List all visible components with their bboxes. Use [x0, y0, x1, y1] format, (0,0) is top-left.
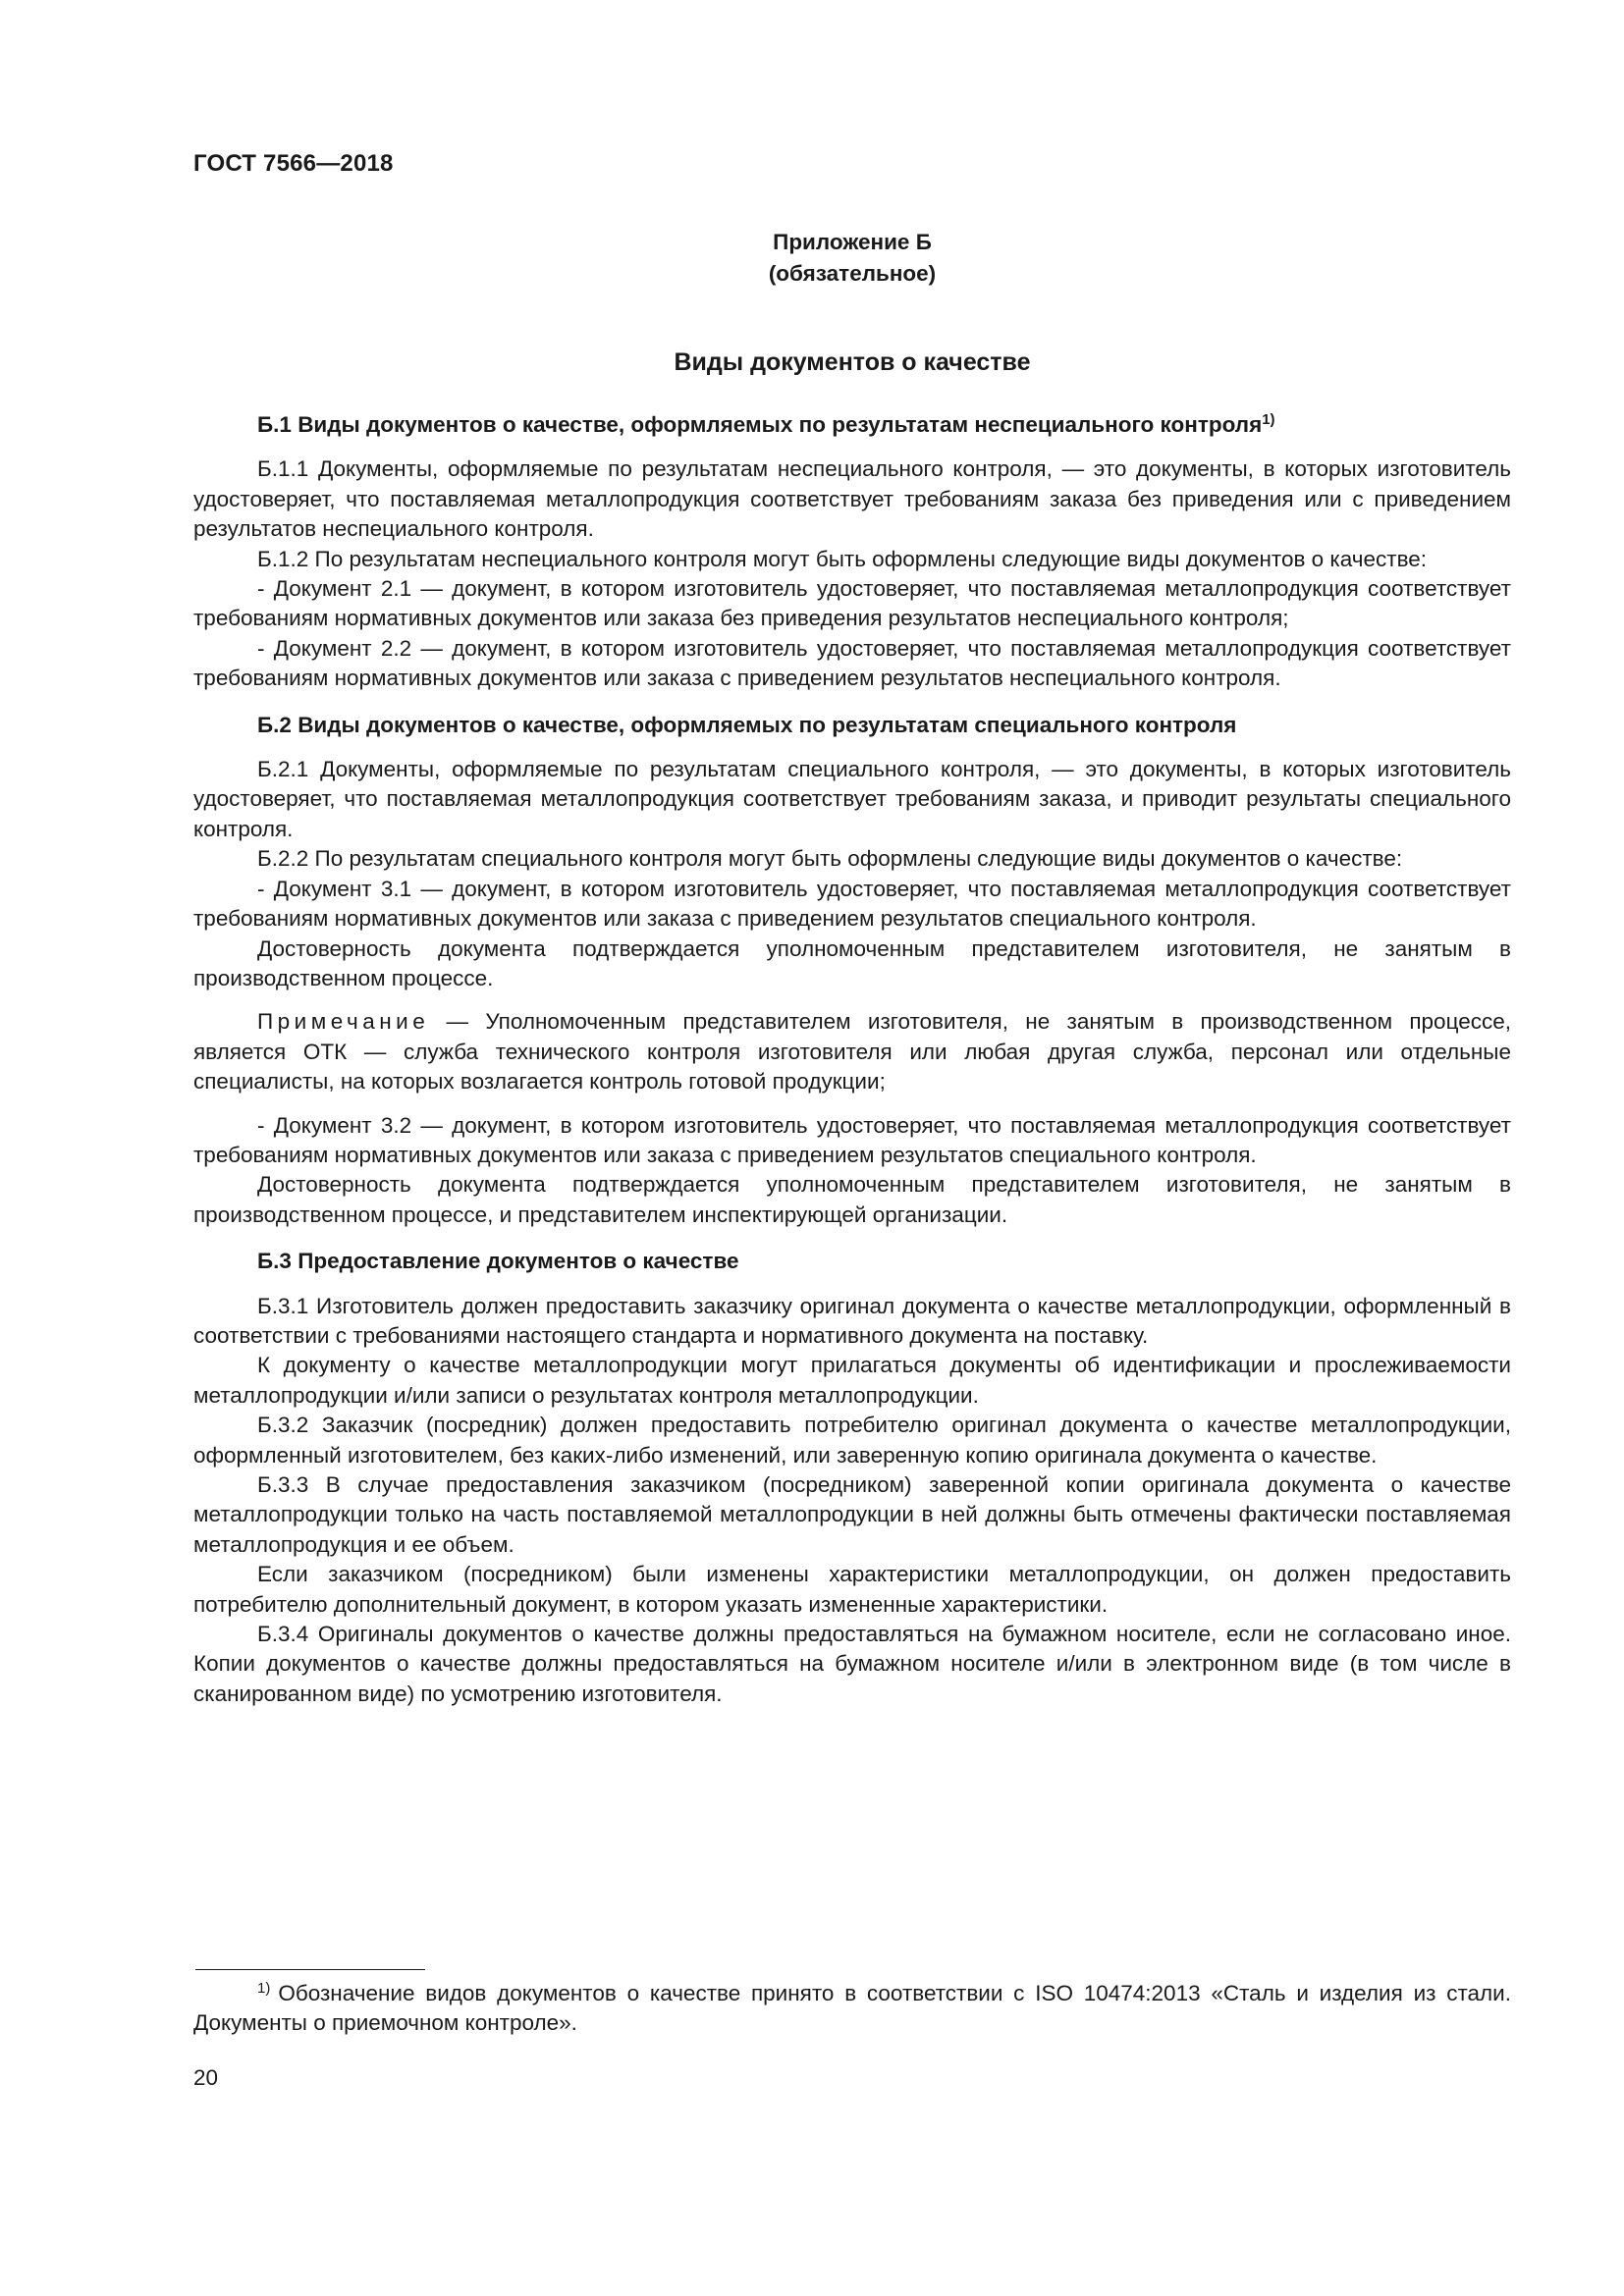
document-body — [193, 410, 1511, 1709]
section-heading-b2: Б.2 Виды документов о качестве, оформляемых по результатам специального контроля — [257, 712, 1237, 737]
paragraph: К документу о качестве металлопродукции могут прилагаться документы об идентификации и прослеживаемости металлопродукции и/или записи о результатах контроля металлопродукции. — [193, 1353, 1511, 1408]
annex-label: Приложение Б — [773, 230, 932, 254]
annex-block — [193, 227, 1511, 290]
footnote-divider — [195, 1969, 425, 1970]
paragraph: Б.2.1 Документы, оформляемые по результатам специального контроля, — это документы, в которых изготовитель удостоверяет, что поставляемая металлопродукция соответствует требованиям заказа, и приводит результаты специального контроля. — [193, 757, 1511, 841]
paragraph: Б.2.2 По результатам специального контроля могут быть оформлены следующие виды документов о качестве: — [257, 846, 1403, 872]
annex-status: (обязательное) — [768, 261, 937, 286]
page-number: 20 — [193, 2065, 219, 2090]
note-label: Примечание — [257, 1009, 430, 1035]
document-header: ГОСТ 7566—2018 — [193, 150, 394, 177]
list-item: - Документ 2.1 — документ, в котором изготовитель удостоверяет, что поставляемая металлопродукция соответствует требованиям нормативных документов или заказа без приведения результатов неспециального контроля; — [193, 576, 1511, 631]
list-item: - Документ 3.2 — документ, в котором изготовитель удостоверяет, что поставляемая металлопродукция соответствует требованиям нормативных документов или заказа с приведением результатов специального контроля. — [193, 1112, 1511, 1167]
footnote-marker: 1) — [257, 1980, 271, 1997]
paragraph: Б.3.4 Оригиналы документов о качестве должны предоставляться на бумажном носителе, если не согласовано иное. Копии документов о качестве должны предоставляться на бумажном носителе и/или в электронном виде (в том числе в сканированном виде) по усмотрению изготовителя. — [193, 1622, 1511, 1706]
paragraph: Достоверность документа подтверждается уполномоченным представителем изготовителя, не занятым в производственном процессе. — [193, 935, 1511, 990]
note-text: — Уполномоченным представителем изготовителя, не занятым в производственном процессе, является ОТК — служба технического контроля изготовителя или любая другая служба, персонал или отдельные специалисты, на которых возлагается контроль готовой продукции; — [193, 1009, 1511, 1095]
paragraph: Если заказчиком (посредником) были изменены характеристики металлопродукции, он должен предоставить потребителю дополнительный документ, в котором указать измененные характеристики. — [193, 1562, 1511, 1617]
section-heading-b3: Б.3 Предоставление документов о качестве — [257, 1249, 739, 1274]
footnote-text: Обозначение видов документов о качестве принято в соответствии с ISO 10474:2013 «Сталь и изделия из стали. Документы о приемочном контроле». — [193, 1981, 1511, 2036]
section-heading-b1: Б.1 Виды документов о качестве, оформляемых по результатам неспециального контроля$^{1)}$ — [257, 411, 1275, 437]
annex-title: Виды документов о качестве — [674, 348, 1031, 376]
paragraph: Б.3.3 В случае предоставления заказчиком (посредником) заверенной копии оригинала документа о качестве металлопродукции только на часть поставляемой металлопродукции в ней должны быть отмечены фактически поставляемая металлопродукция и ее объем. — [193, 1472, 1511, 1557]
note — [193, 1007, 1511, 1096]
footnote — [193, 1979, 1511, 2039]
footnote-ref: 1) — [1262, 411, 1275, 428]
list-item: - Документ 3.1 — документ, в котором изготовитель удостоверяет, что поставляемая металлопродукция соответствует требованиям нормативных документов или заказа с приведением результатов специального контроля. — [193, 876, 1511, 932]
paragraph: Б.1.1 Документы, оформляемые по результатам неспециального контроля, — это документы, в которых изготовитель удостоверяет, что поставляемая металлопродукция соответствует требованиям заказа без приведения или с приведением результатов неспециального контроля. — [193, 456, 1511, 542]
paragraph: Б.3.2 Заказчик (посредник) должен предоставить потребителю оригинал документа о качестве металлопродукции, оформленный изготовителем, без каких-либо изменений, или заверенную копию оригинала документа о качестве. — [193, 1413, 1511, 1468]
paragraph: Достоверность документа подтверждается уполномоченным представителем изготовителя, не занятым в производственном процессе, и представителем инспектирующей организации. — [193, 1172, 1511, 1227]
paragraph: Б.1.2 По результатам неспециального контроля могут быть оформлены следующие виды документов о качестве: — [257, 546, 1428, 571]
list-item: - Документ 2.2 — документ, в котором изготовитель удостоверяет, что поставляемая металлопродукция соответствует требованиям нормативных документов или заказа с приведением результатов неспециального контроля. — [193, 635, 1511, 691]
paragraph: Б.3.1 Изготовитель должен предоставить заказчику оригинал документа о качестве металлопродукции, оформленный в соответствии с требованиями настоящего стандарта и нормативного документа на поставку. — [193, 1293, 1511, 1348]
